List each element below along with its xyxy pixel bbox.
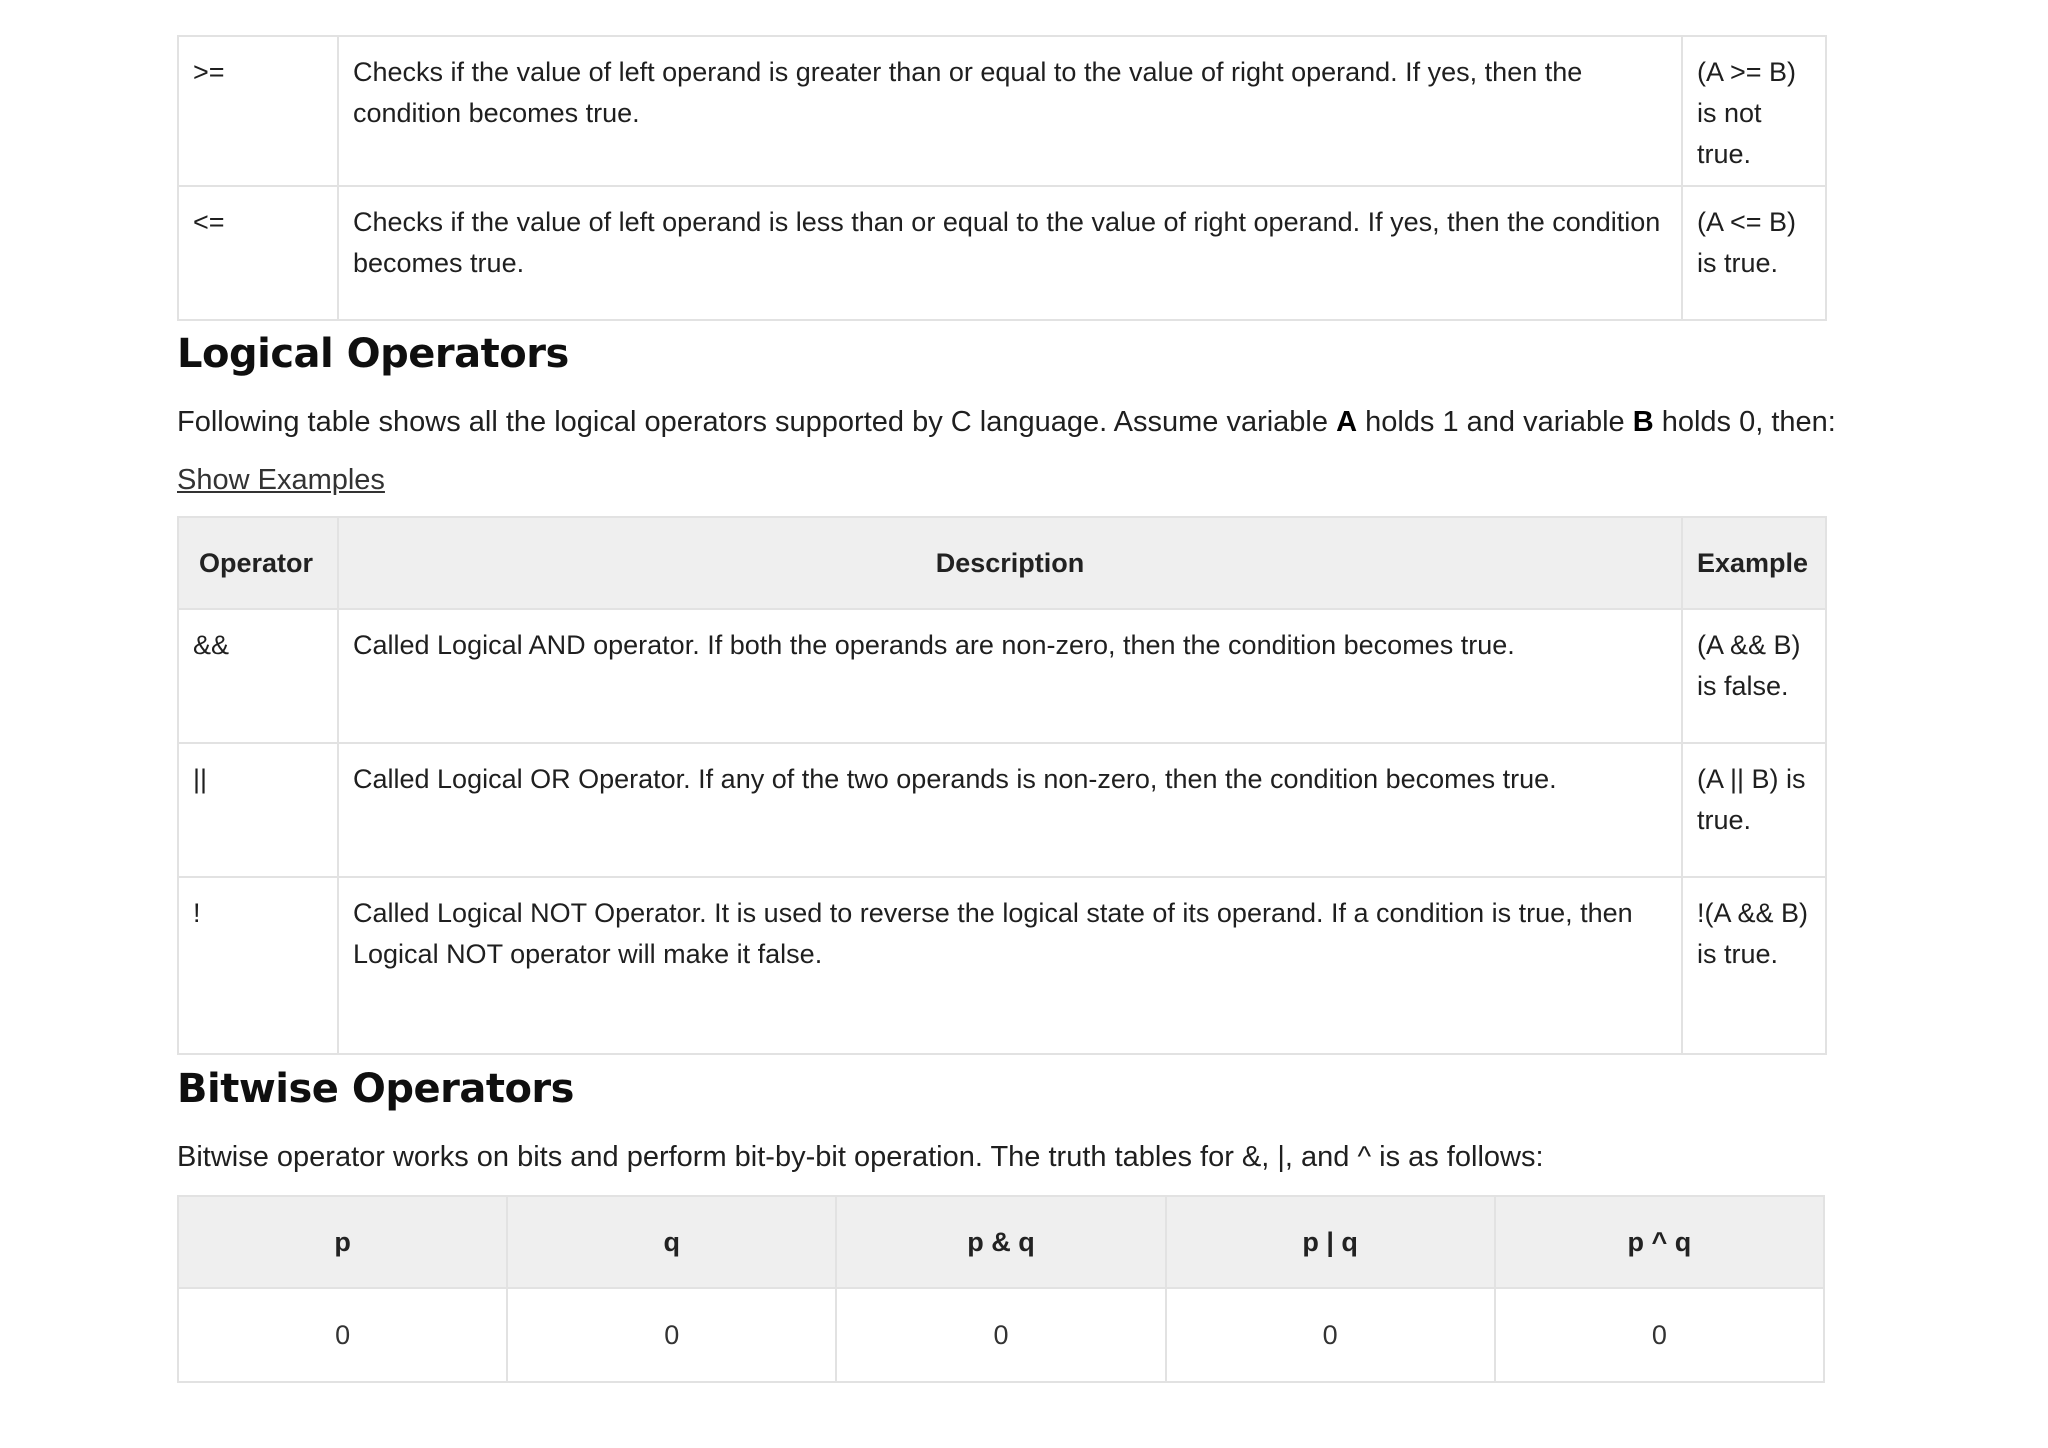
operator-cell: >= — [178, 36, 338, 186]
header-operator: Operator — [178, 517, 338, 609]
article-content — [177, 35, 1937, 1383]
bitwise-operators-heading: Bitwise Operators — [177, 1066, 574, 1112]
relational-operators-table — [177, 35, 1827, 321]
bitwise-intro-paragraph: Bitwise operator works on bits and perform bit-by-bit operation. The truth tables for &, |, and ^ is as follows: — [177, 1141, 1544, 1173]
bitwise-truth-table — [177, 1195, 1825, 1383]
truth-cell: 0 — [178, 1288, 507, 1382]
header-description: Description — [338, 517, 1682, 609]
intro-text: holds 0, then: — [1653, 406, 1836, 438]
show-examples-row — [177, 460, 1937, 500]
table-row — [178, 609, 1826, 743]
operator-cell: ! — [178, 877, 338, 1054]
truth-cell: 0 — [507, 1288, 836, 1382]
header-q: q — [507, 1196, 836, 1288]
table-row — [178, 36, 1826, 186]
table-row — [178, 743, 1826, 877]
operator-cell: || — [178, 743, 338, 877]
logical-operators-heading: Logical Operators — [177, 331, 569, 377]
header-example: Example — [1682, 517, 1826, 609]
logical-intro-paragraph — [177, 402, 1937, 442]
intro-text: Following table shows all the logical operators supported by C language. Assume variable — [177, 406, 1337, 438]
operator-cell: <= — [178, 186, 338, 320]
table-header-row — [178, 517, 1826, 609]
table-row — [178, 186, 1826, 320]
truth-cell: 0 — [1495, 1288, 1824, 1382]
header-p-and-q: p & q — [836, 1196, 1165, 1288]
description-cell: Checks if the value of left operand is greater than or equal to the value of right operand. If yes, then the condition becomes true. — [338, 36, 1682, 186]
example-cell: (A && B) is false. — [1682, 609, 1826, 743]
example-cell: (A || B) is true. — [1682, 743, 1826, 877]
table-header-row — [178, 1196, 1824, 1288]
header-p-or-q: p | q — [1166, 1196, 1495, 1288]
example-cell: !(A && B) is true. — [1682, 877, 1826, 1054]
description-cell: Called Logical AND operator. If both the operands are non-zero, then the condition becomes true. — [338, 609, 1682, 743]
description-cell: Checks if the value of left operand is less than or equal to the value of right operand. If yes, then the condition becomes true. — [338, 186, 1682, 320]
header-p: p — [178, 1196, 507, 1288]
variable-b: B — [1632, 406, 1654, 438]
operator-cell: && — [178, 609, 338, 743]
logical-operators-table — [177, 516, 1827, 1055]
table-row — [178, 1288, 1824, 1382]
table-row — [178, 877, 1826, 1054]
header-p-xor-q: p ^ q — [1495, 1196, 1824, 1288]
example-cell: (A <= B) is true. — [1682, 186, 1826, 320]
description-cell: Called Logical NOT Operator. It is used to reverse the logical state of its operand. If a condition is true, then Logical NOT operator will make it false. — [338, 877, 1682, 1054]
description-cell: Called Logical OR Operator. If any of the two operands is non-zero, then the condition becomes true. — [338, 743, 1682, 877]
show-examples-link[interactable]: Show Examples — [177, 464, 385, 496]
truth-cell: 0 — [1166, 1288, 1495, 1382]
truth-cell: 0 — [836, 1288, 1165, 1382]
variable-a: A — [1336, 406, 1358, 438]
intro-text: holds 1 and variable — [1357, 406, 1633, 438]
example-cell: (A >= B) is not true. — [1682, 36, 1826, 186]
